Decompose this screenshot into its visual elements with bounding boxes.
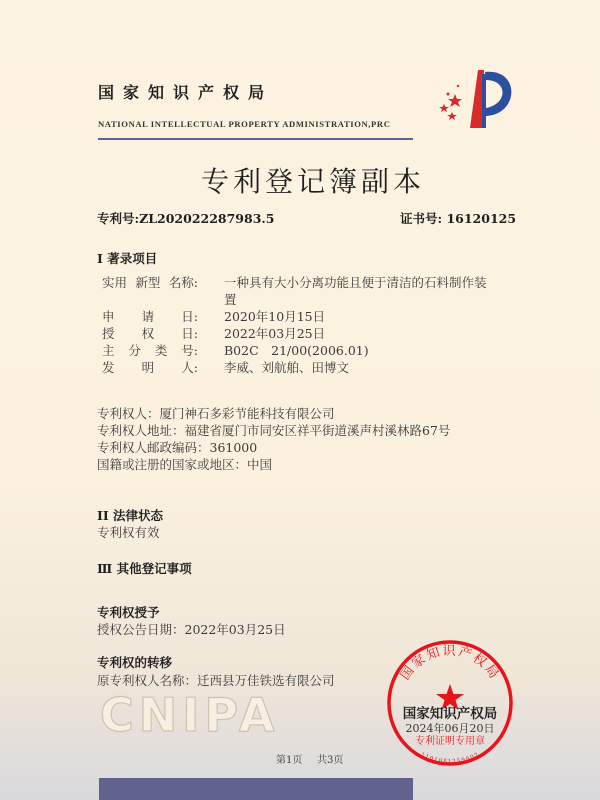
page-total: 共3页 [317, 755, 344, 766]
grant-date-text: 授权公告日期：2022年03月25日 [97, 622, 286, 637]
value-name-cont: 置 [224, 292, 237, 307]
section2-heading: II 法律状态 [97, 508, 164, 523]
patent-number: 专利号:ZL202022287983.5 [97, 211, 275, 226]
cnipa-logo-icon [430, 64, 515, 138]
label-inventors: 发 明 人: [102, 360, 198, 375]
label-filing-date: 申 请 日: [102, 309, 198, 324]
transfer-heading: 专利权的转移 [97, 655, 173, 670]
certificate-number: 证书号: 16120125 [400, 211, 517, 226]
value-filing-date: 2020年10月15日 [224, 309, 326, 324]
value-grant-date: 2022年03月25日 [224, 326, 326, 341]
value-name: 一种具有大小分离功能且便于清洁的石料制作装 [224, 275, 487, 290]
svg-text:国家知识产权局: 国家知识产权局 [397, 644, 503, 684]
svg-text:专利证明专用章: 专利证明专用章 [415, 736, 485, 747]
patentee-country: 国籍或注册的国家或地区：中国 [97, 457, 273, 472]
label-name: 实用 新型 名称: [102, 275, 198, 290]
section1-heading: I 著录项目 [97, 251, 158, 266]
transfer-text: 原专利权人名称：迁西县万佳铁选有限公司 [97, 673, 335, 688]
value-inventors: 李威、刘航舶、田博文 [224, 360, 350, 375]
svg-text:2024年06月20日: 2024年06月20日 [405, 722, 495, 735]
grant-heading: 专利权授予 [97, 605, 160, 620]
patentee-postcode: 专利权人邮政编码：361000 [97, 440, 258, 455]
value-classification: B02C 21/00(2006.01) [224, 343, 369, 358]
legal-status: 专利权有效 [97, 525, 160, 540]
svg-text:1101081359807: 1101081359807 [419, 751, 481, 766]
org-name-en: NATIONAL INTELLECTUAL PROPERTY ADMINISTRATION,PRC [98, 119, 391, 129]
label-classification: 主 分 类 号: [102, 343, 198, 358]
patentee: 专利权人：厦门神石多彩节能科技有限公司 [97, 406, 335, 421]
document-title: 专利登记簿副本 [200, 165, 425, 198]
patentee-address: 专利权人地址：福建省厦门市同安区祥平街道溪声村溪林路67号 [97, 423, 451, 438]
org-name-cn: 国家知识产权局 [98, 83, 274, 102]
section3-heading: Ⅲ 其他登记事项 [97, 561, 192, 576]
footer-bar [99, 778, 413, 800]
page-number: 第1页 [276, 755, 303, 766]
svg-text:国家知识产权局: 国家知识产权局 [402, 706, 498, 722]
label-grant-date: 授 权 日: [102, 326, 198, 341]
cnipa-watermark: CNIPA [100, 688, 280, 742]
official-seal [385, 638, 515, 772]
header-rule [98, 138, 413, 140]
